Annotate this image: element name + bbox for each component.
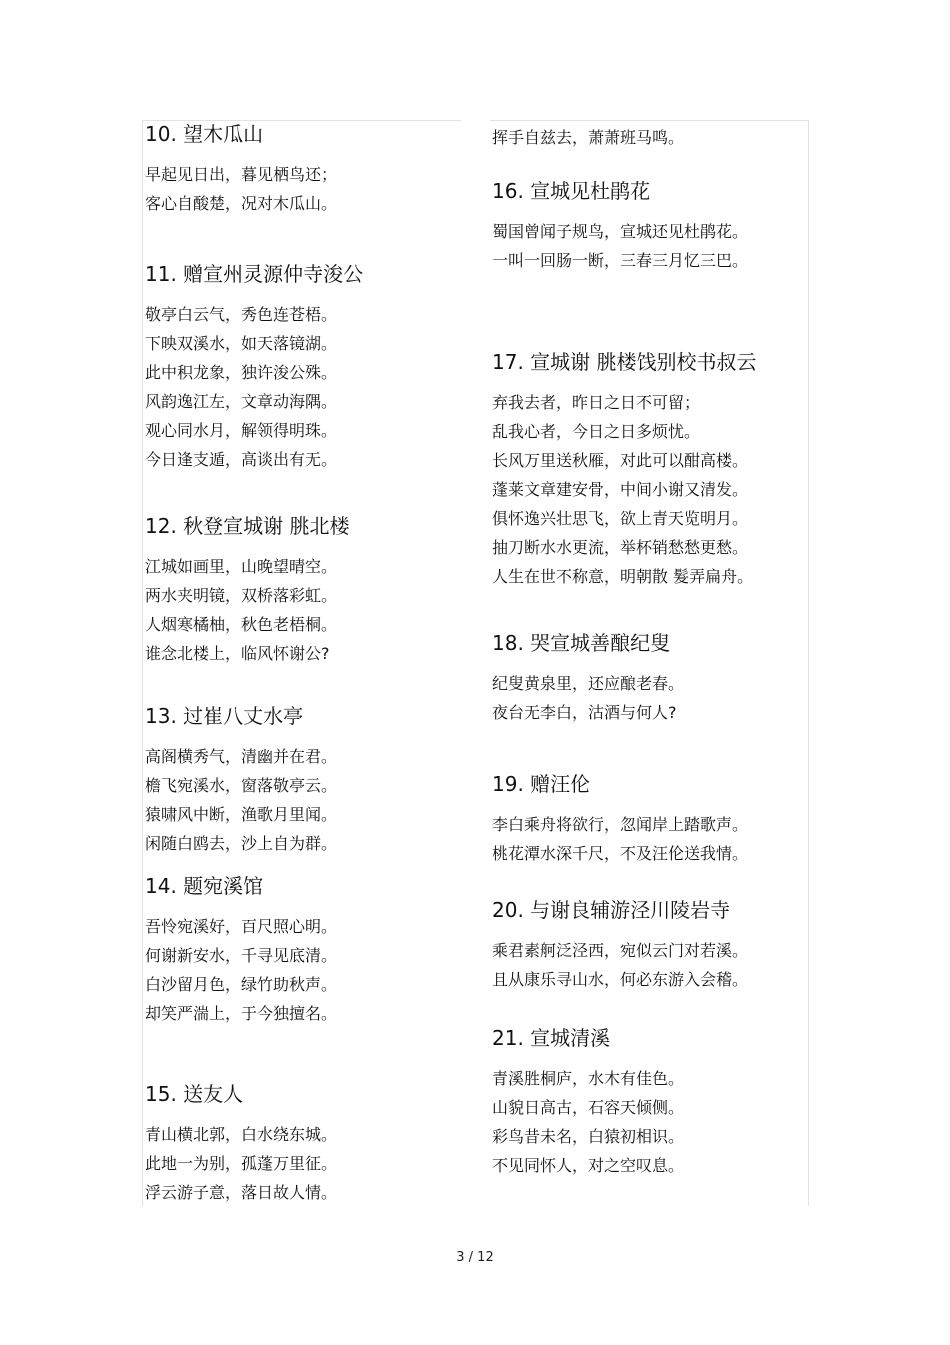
poem-title: 12. 秋登宣城谢 朓北楼 — [145, 514, 350, 538]
poem-line: 人烟寒橘柚，秋色老梧桐。 — [145, 615, 338, 634]
poem-line: 夜台无李白，沽酒与何人? — [492, 703, 677, 722]
poem-line: 何谢新安水，千寻见底清。 — [145, 946, 338, 965]
poem-line: 纪叟黄泉里，还应酿老春。 — [492, 674, 685, 693]
poem-line: 风韵逸江左，文章动海隅。 — [145, 392, 338, 411]
poem-block — [492, 349, 757, 591]
poem-line: 一叫一回肠一断，三春三月忆三巴。 — [492, 251, 749, 270]
poem-line: 浮云游子意，落日故人情。 — [145, 1183, 338, 1202]
poem-block — [145, 121, 337, 218]
poem-line: 两水夹明镜，双桥落彩虹。 — [145, 586, 338, 605]
poem-title: 13. 过崔八丈水亭 — [145, 704, 304, 728]
poem-line: 闲随白鸥去，沙上自为群。 — [145, 834, 338, 853]
poem-line: 长风万里送秋雁，对此可以酣高楼。 — [492, 451, 749, 470]
poem-block — [145, 261, 363, 474]
poem-block — [145, 873, 337, 1028]
poem-line: 李白乘舟将欲行，忽闻岸上踏歌声。 — [492, 815, 749, 834]
poem-line: 蜀国曾闻子规鸟，宣城还见杜鹃花。 — [492, 222, 749, 241]
poem-line: 不见同怀人，对之空叹息。 — [492, 1156, 685, 1175]
poem-line: 江城如画里，山晚望晴空。 — [145, 557, 338, 576]
right-column — [490, 120, 809, 1206]
poem-line: 客心自酸楚，况对木瓜山。 — [145, 194, 338, 213]
poem-line: 彩鸟昔未名，白猿初相识。 — [492, 1127, 685, 1146]
poem-line: 蓬莱文章建安骨，中间小谢又清发。 — [492, 480, 749, 499]
poem-line: 高阁横秀气，清幽并在君。 — [145, 747, 338, 766]
poem-line: 青溪胜桐庐，水木有佳色。 — [492, 1069, 685, 1088]
poem-block — [492, 771, 748, 868]
poem-line: 谁念北楼上，临风怀谢公? — [145, 644, 330, 663]
poem-line: 早起见日出，暮见栖鸟还； — [145, 165, 338, 184]
poem-block — [492, 1025, 684, 1180]
poem-line: 今日逢支遁，高谈出有无。 — [145, 450, 338, 469]
poem-line: 俱怀逸兴壮思飞，欲上青天览明月。 — [492, 509, 749, 528]
poem-line: 人生在世不称意，明朝散 髮弄扁舟。 — [492, 567, 754, 586]
poem-block — [145, 1081, 337, 1207]
poem-line: 檐飞宛溪水，窗落敬亭云。 — [145, 776, 338, 795]
poem-block — [145, 513, 350, 668]
poem-block — [145, 703, 337, 858]
poem-title: 21. 宣城清溪 — [492, 1026, 611, 1050]
poem-line: 青山横北郭，白水绕东城。 — [145, 1125, 338, 1144]
poem-line: 下映双溪水，如天落镜湖。 — [145, 334, 338, 353]
page-number: 3 / 12 — [456, 1250, 494, 1265]
carryover-line: 挥手自兹去，萧萧班马鸣。 — [492, 128, 685, 147]
poem-title: 11. 赠宣州灵源仲寺浚公 — [145, 262, 364, 286]
poem-title: 17. 宣城谢 朓楼饯别校书叔云 — [492, 350, 757, 374]
poem-line: 此中积龙象，独许浚公殊。 — [145, 363, 338, 382]
poem-line: 却笑严湍上，于今独擅名。 — [145, 1004, 338, 1023]
poem-line: 吾怜宛溪好，百尺照心明。 — [145, 917, 338, 936]
poem-title: 19. 赠汪伦 — [492, 772, 591, 796]
poem-title: 10. 望木瓜山 — [145, 122, 264, 146]
poem-line: 且从康乐寻山水，何必东游入会稽。 — [492, 970, 749, 989]
poem-line: 此地一为别，孤蓬万里征。 — [145, 1154, 338, 1173]
poem-line: 观心同水月，解领得明珠。 — [145, 421, 338, 440]
poem-line: 猿啸风中断，渔歌月里闻。 — [145, 805, 338, 824]
poem-title: 15. 送友人 — [145, 1082, 244, 1106]
poem-block — [492, 897, 748, 994]
poem-block — [492, 630, 684, 727]
poem-title: 16. 宣城见杜鹃花 — [492, 179, 651, 203]
poem-line: 乱我心者，今日之日多烦忧。 — [492, 422, 701, 441]
poem-line: 乘君素舸泛泾西，宛似云门对若溪。 — [492, 941, 749, 960]
poem-line: 山貌日高古，石容天倾侧。 — [492, 1098, 685, 1117]
poem-line: 抽刀断水水更流，举杯销愁愁更愁。 — [492, 538, 749, 557]
poem-line: 桃花潭水深千尺，不及汪伦送我情。 — [492, 844, 749, 863]
poem-title: 18. 哭宣城善酿纪叟 — [492, 631, 671, 655]
poem-title: 14. 题宛溪馆 — [145, 874, 264, 898]
poem-title: 20. 与谢良辅游泾川陵岩寺 — [492, 898, 731, 922]
poem-line: 白沙留月色，绿竹助秋声。 — [145, 975, 338, 994]
poem-line: 敬亭白云气，秀色连苍梧。 — [145, 305, 338, 324]
left-column — [142, 120, 461, 1206]
poem-line: 弃我去者，昨日之日不可留； — [492, 393, 701, 412]
poem-block — [492, 178, 748, 275]
